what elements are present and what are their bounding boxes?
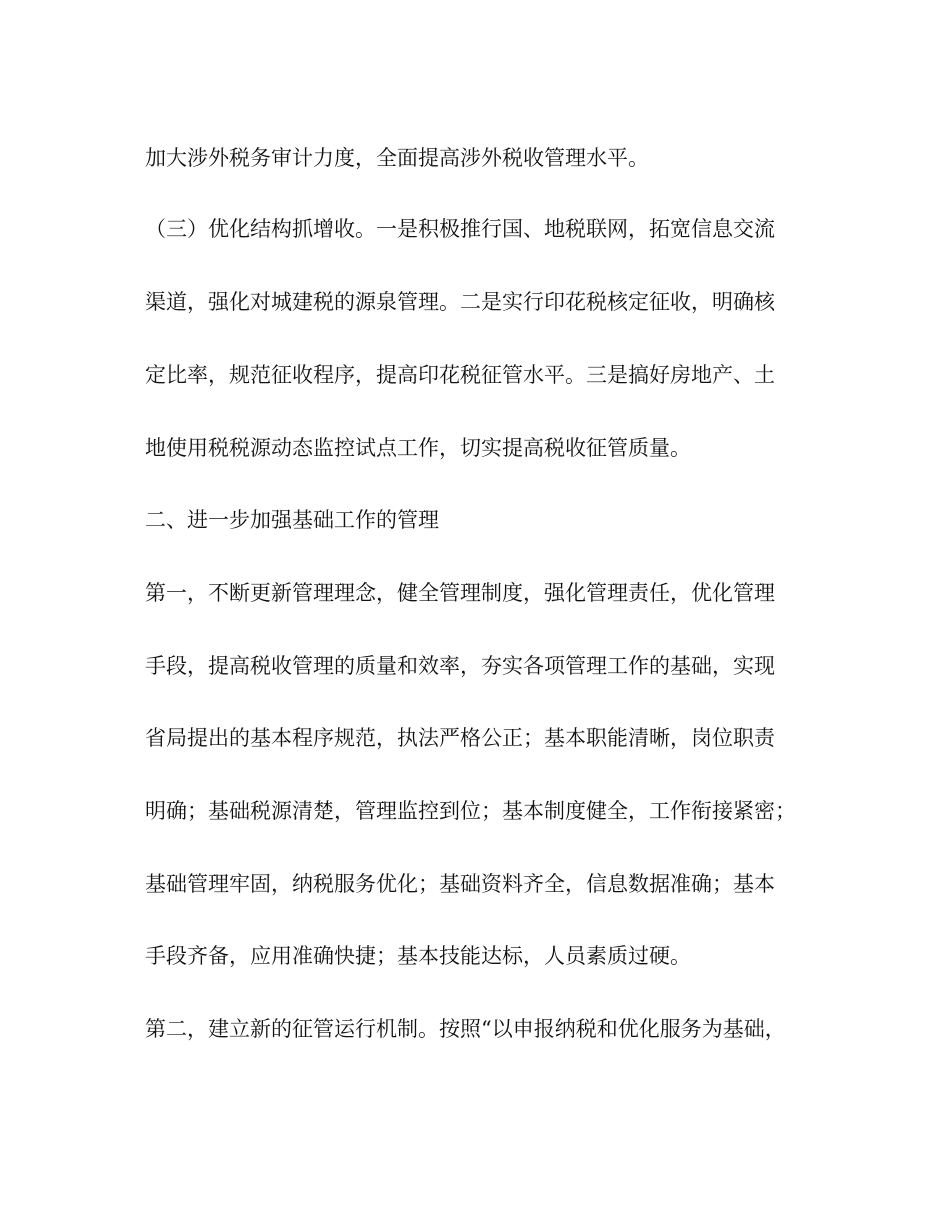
text-line: （三）优化结构抓增收。一是积极推行国、地税联网，拓宽信息交流 <box>145 217 775 241</box>
text-line: 明确；基础税源清楚，管理监控到位；基本制度健全，工作衔接紧密； <box>145 799 796 823</box>
text-line: 渠道，强化对城建税的源泉管理。二是实行印花税核定征收，明确核 <box>145 290 775 314</box>
text-line: 省局提出的基本程序规范，执法严格公正；基本职能清晰，岗位职责 <box>145 726 775 750</box>
section-heading: 二、进一步加强基础工作的管理 <box>145 508 439 532</box>
text-line: 基础管理牢固，纳税服务优化；基础资料齐全，信息数据准确；基本 <box>145 872 775 896</box>
text-line: 定比率，规范征收程序，提高印花税征管水平。三是搞好房地产、土 <box>145 363 775 387</box>
text-line: 第二，建立新的征管运行机制。按照“以申报纳税和优化服务为基础， <box>145 1017 786 1041</box>
text-line: 第一，不断更新管理理念，健全管理制度，强化管理责任，优化管理 <box>145 581 775 605</box>
text-line: 手段，提高税收管理的质量和效率，夯实各项管理工作的基础，实现 <box>145 654 775 678</box>
text-line: 加大涉外税务审计力度，全面提高涉外税收管理水平。 <box>145 146 649 170</box>
text-line: 地使用税税源动态监控试点工作，切实提高税收征管质量。 <box>145 436 691 460</box>
text-line: 手段齐备，应用准确快捷；基本技能达标，人员素质过硬。 <box>145 944 691 968</box>
